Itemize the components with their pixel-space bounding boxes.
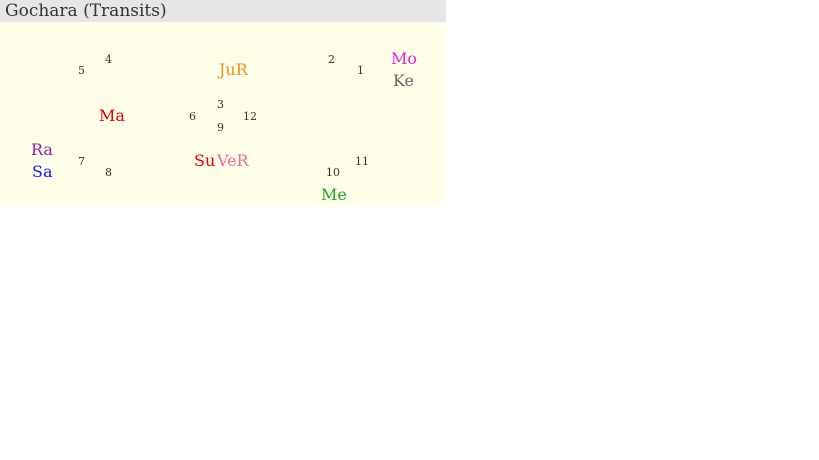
house-number-2: 2 [328,53,335,66]
house-number-7: 7 [78,155,85,168]
planet-sa: Sa [32,162,53,181]
planet-jur: JuR [219,60,248,79]
house-number-1: 1 [357,64,364,77]
planet-ke: Ke [393,71,414,90]
planet-ver: VeR [217,151,249,170]
planet-ma: Ma [99,106,125,125]
transit-chart [0,22,446,206]
house-number-12: 12 [243,110,257,123]
house-number-10: 10 [326,166,340,179]
house-number-4: 4 [105,53,112,66]
house-number-9: 9 [217,121,224,134]
planet-ra: Ra [31,140,53,159]
house-number-6: 6 [189,110,196,123]
chart-header [0,0,446,22]
planet-su: Su [194,151,216,170]
house-number-8: 8 [105,166,112,179]
house-number-5: 5 [78,64,85,77]
planet-mo: Mo [391,49,418,68]
planet-me: Me [321,185,347,204]
house-number-11: 11 [355,155,369,168]
house-number-3: 3 [217,98,224,111]
chart-title: Gochara (Transits) [5,1,167,21]
